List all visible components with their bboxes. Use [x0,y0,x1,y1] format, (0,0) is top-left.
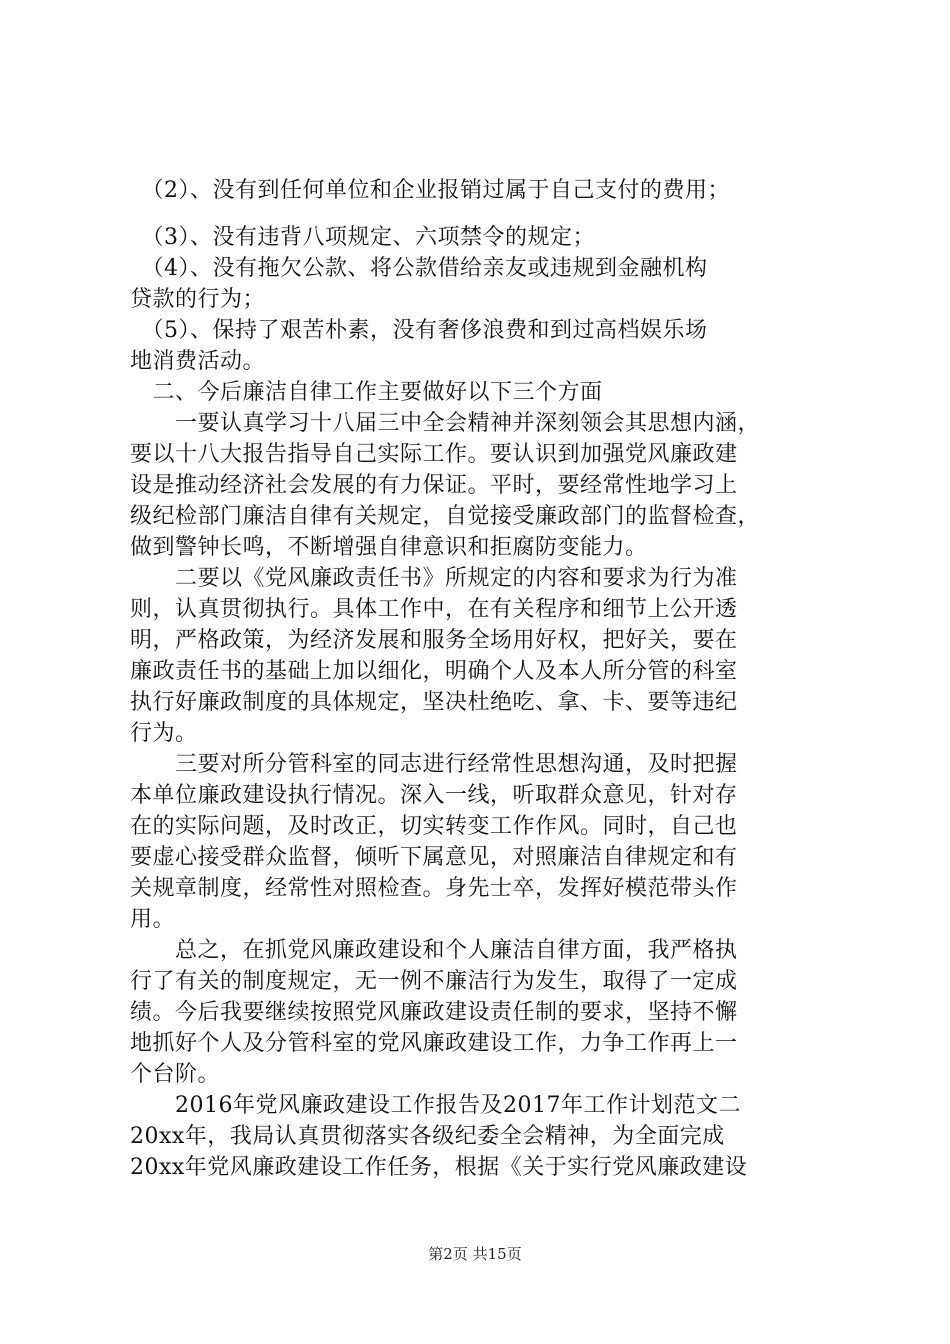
text-line: 则，认真贯彻执行。具体工作中，在有关程序和细节上公开透 [130,597,738,622]
text-line: 一要认真学习十八届三中全会精神并深刻领会其思想内涵， [130,411,761,436]
text-line: 2016年党风廉政建设工作报告及2017年工作计划范文二 [130,1093,741,1118]
text-line: 要虚心接受群众监督，倾听下属意见，对照廉洁自律规定和有 [130,845,738,870]
text-line: 廉政责任书的基础上加以细化，明确个人及本人所分管的科室 [130,659,738,684]
text-line: 本单位廉政建设执行情况。深入一线，听取群众意见，针对存 [130,783,738,808]
text-line: 20xx年党风廉政建设工作任务，根据《关于实行党风廉政建设 [130,1155,748,1180]
text-line: 行为。 [130,721,198,746]
text-line: 三要对所分管科室的同志进行经常性思想沟通，及时把握 [130,752,738,777]
text-line: 地消费活动。 [130,349,266,374]
text-line: 个台阶。 [130,1062,221,1087]
text-line: 20xx年，我局认真贯彻落实各级纪委全会精神，为全面完成 [130,1124,725,1149]
text-line: 地抓好个人及分管科室的党风廉政建设工作，力争工作再上一 [130,1031,738,1056]
text-line: 在的实际问题，及时改正，切实转变工作作风。同时，自己也 [130,814,738,839]
text-line: 总之，在抓党风廉政建设和个人廉洁自律方面，我严格执 [130,938,738,963]
text-line: 级纪检部门廉洁自律有关规定，自觉接受廉政部门的监督检查， [130,504,761,529]
text-line: 行了有关的制度规定，无一例不廉洁行为发生，取得了一定成 [130,969,738,994]
text-line: 执行好廉政制度的具体规定，坚决杜绝吃、拿、卡、要等违纪 [130,690,738,715]
page-number-footer: 第2页 共15页 [428,1245,522,1263]
text-line: （4）、没有拖欠公款、将公款借给亲友或违规到金融机构 [130,256,708,281]
text-line: 明，严格政策，为经济发展和服务全场用好权，把好关，要在 [130,628,738,653]
section-heading: 二、今后廉洁自律工作主要做好以下三个方面 [130,380,603,405]
text-line: 绩。今后我要继续按照党风廉政建设责任制的要求，坚持不懈 [130,1000,738,1025]
text-line: 设是推动经济社会发展的有力保证。平时，要经常性地学习上 [130,473,738,498]
document-body [130,175,850,1183]
text-line: 做到警钟长鸣，不断增强自律意识和拒腐防变能力。 [130,535,648,560]
text-line: （5）、保持了艰苦朴素，没有奢侈浪费和到过高档娱乐场 [130,318,708,343]
text-line: （2）、没有到任何单位和企业报销过属于自己支付的费用； [130,178,730,203]
text-line: 二要以《党风廉政责任书》所规定的内容和要求为行为准 [130,566,738,591]
text-line: 要以十八大报告指导自己实际工作。要认识到加强党风廉政建 [130,442,738,467]
text-line: 关规章制度，经常性对照检查。身先士卒，发挥好模范带头作 [130,876,738,901]
text-line: 用。 [130,907,176,932]
text-line: （3）、没有违背八项规定、六项禁令的规定； [130,225,595,250]
text-line: 贷款的行为； [130,287,266,312]
